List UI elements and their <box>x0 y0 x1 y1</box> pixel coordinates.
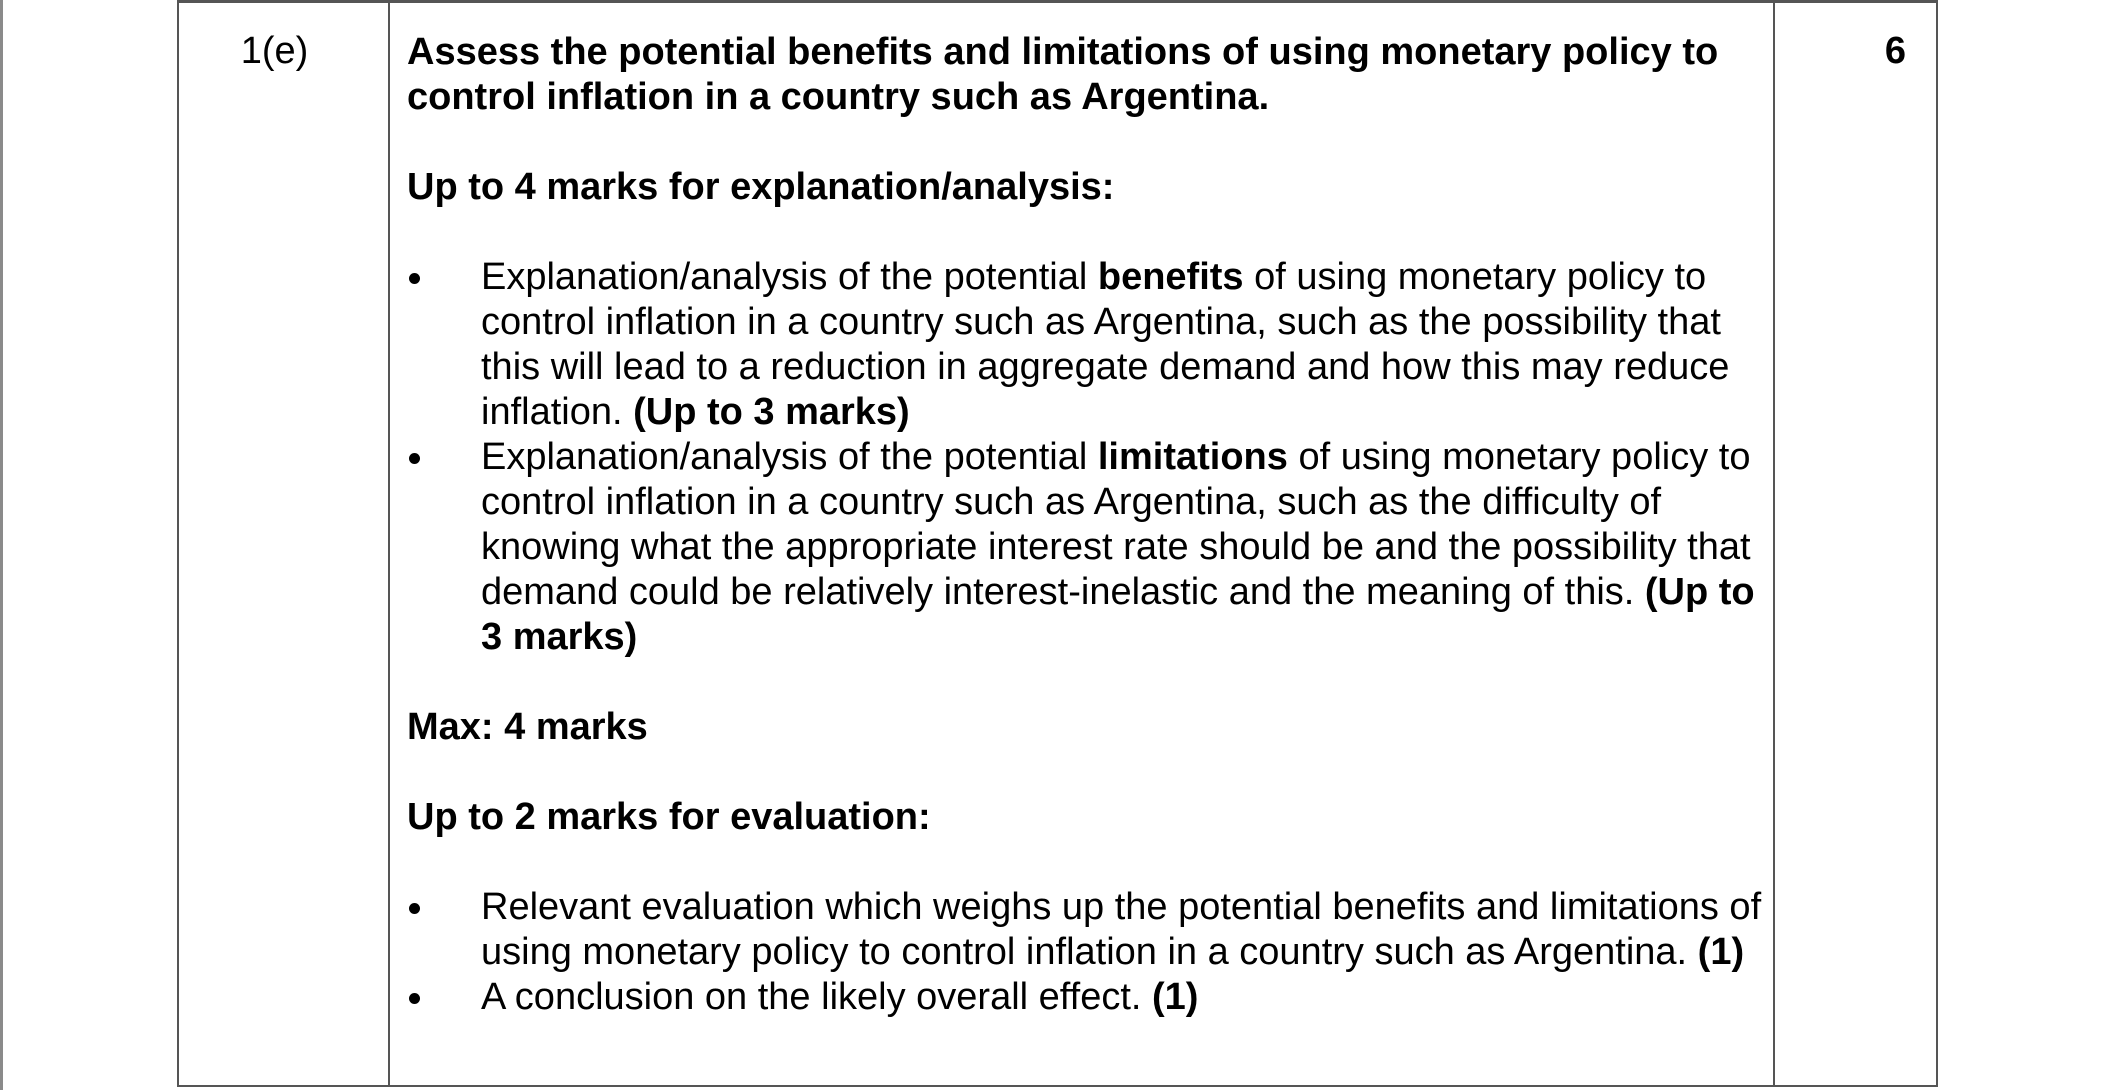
point-marks: (1) <box>1697 931 1745 973</box>
total-marks: 6 <box>1884 30 1906 72</box>
point-emphasis: limitations <box>1097 436 1288 478</box>
point-marks: (Up to 3 marks) <box>481 571 1755 658</box>
point-emphasis: benefits <box>1097 256 1244 298</box>
bullet-icon <box>409 273 420 284</box>
analysis-list <box>407 255 1763 660</box>
marks-cell <box>1774 2 1937 1087</box>
page-edge <box>0 0 3 1090</box>
table-row <box>178 2 1937 1087</box>
list-item <box>407 885 1763 975</box>
question-number-cell <box>178 2 389 1087</box>
bullet-icon <box>409 453 420 464</box>
point-marks: (Up to 3 marks) <box>633 391 910 433</box>
analysis-heading: Up to 4 marks for explanation/analysis: <box>407 166 1115 208</box>
bullet-icon <box>409 903 420 914</box>
point-marks: (1) <box>1152 976 1199 1018</box>
point-text: A conclusion on the likely overall effect. <box>481 976 1153 1018</box>
point-text: Relevant evaluation which weighs up the potential benefits and limitations of using monetary policy to control inflation in a country such as Argentina. <box>481 886 1762 973</box>
list-item <box>407 435 1763 660</box>
point-text: of using monetary policy to control inflation in a country such as Argentina, such as the difficulty of knowing what the appropriate interest rate should be and the possibility that demand could be relatively interest-inelastic and the meaning of this. <box>481 436 1751 613</box>
max-marks-text: Max: 4 marks <box>407 706 648 748</box>
point-text: Explanation/analysis of the potential <box>481 256 1098 298</box>
point-text: Explanation/analysis of the potential <box>481 436 1098 478</box>
evaluation-heading: Up to 2 marks for evaluation: <box>407 796 931 838</box>
list-item <box>407 975 1763 1020</box>
answer-cell <box>389 2 1774 1087</box>
mark-scheme-table <box>177 0 1938 1087</box>
point-text: of using monetary policy to control inflation in a country such as Argentina, such as the possibility that this will lead to a reduction in aggregate demand and how this may reduce inflation. <box>481 256 1730 433</box>
question-number: 1(e) <box>240 30 309 72</box>
evaluation-list <box>407 885 1763 1020</box>
bullet-icon <box>409 993 420 1004</box>
list-item <box>407 255 1763 435</box>
question-text: Assess the potential benefits and limitations of using monetary policy to control inflation in a country such as Argentina. <box>407 31 1719 118</box>
